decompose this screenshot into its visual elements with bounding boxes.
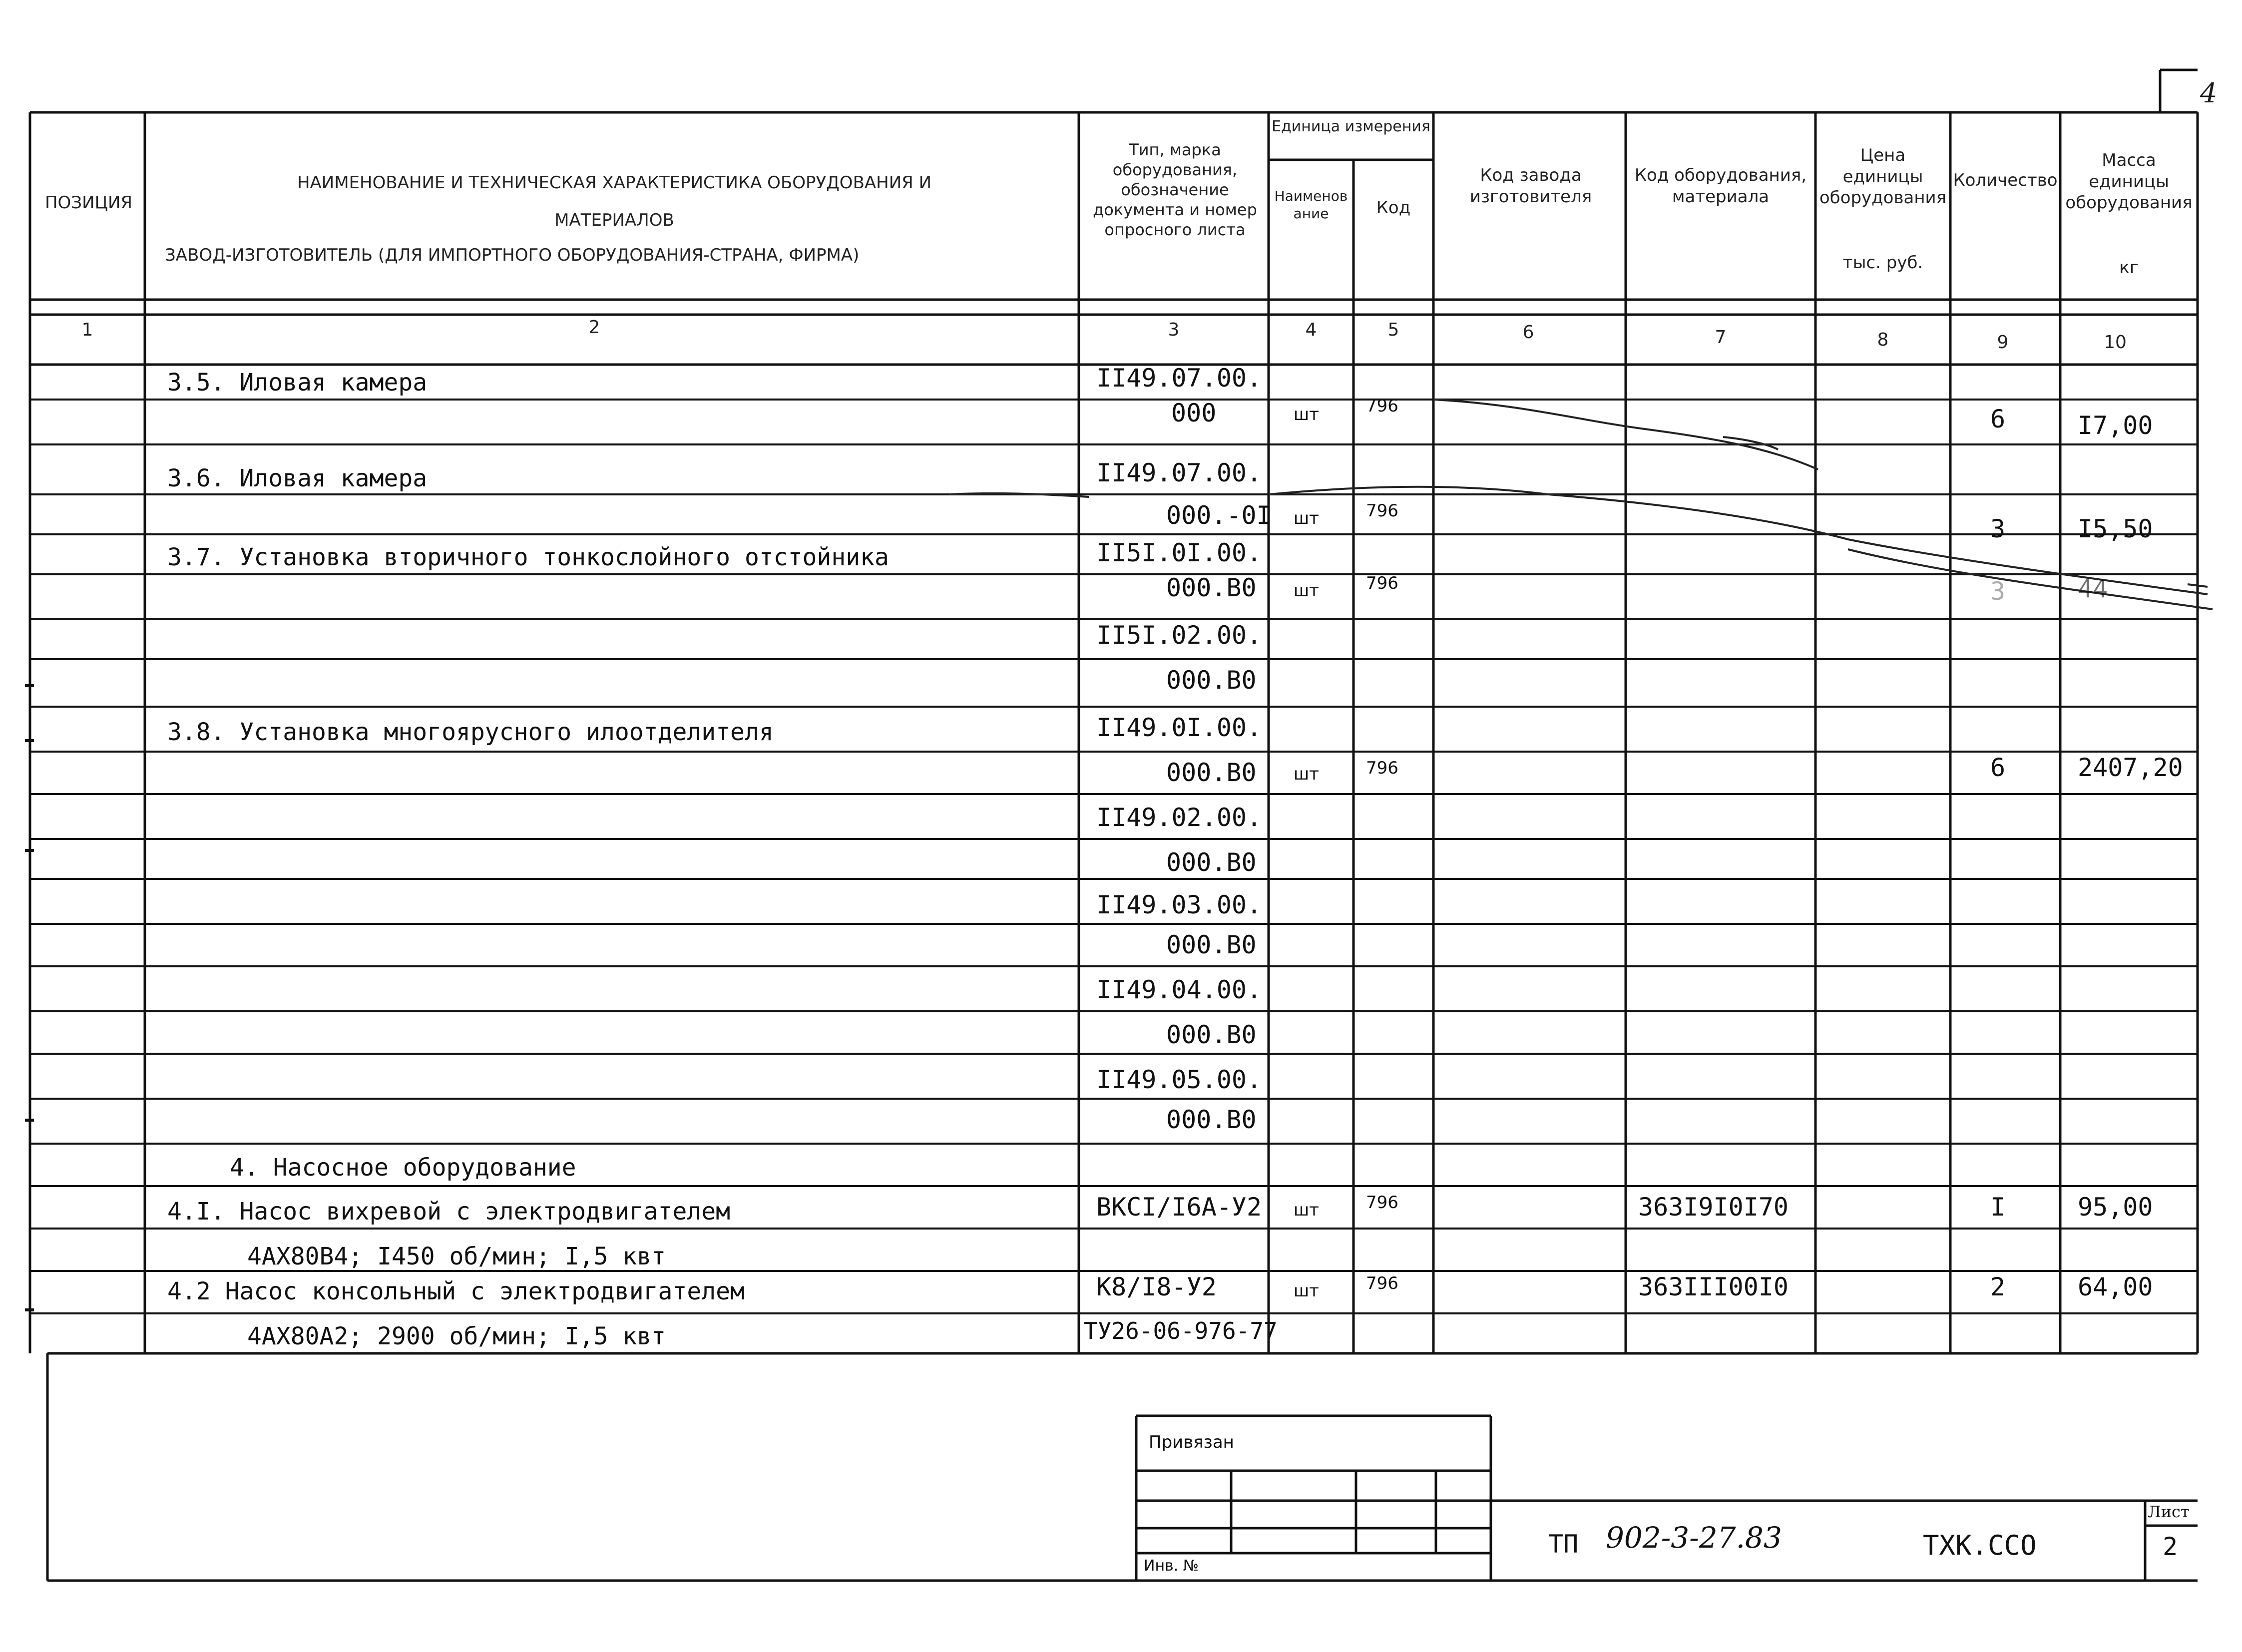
stamp-inv-label: Инв. №: [1144, 1557, 1199, 1575]
row-unit: шт: [1294, 1281, 1319, 1301]
row-mass: I5,50: [2078, 514, 2153, 543]
header-factory-code: Код завода изготовителя: [1469, 165, 1592, 207]
stamp-doc-prefix: ТП: [1548, 1530, 1579, 1559]
row-type: II49.04.00.: [1096, 975, 1262, 1004]
header-position: ПОЗИЦИЯ: [44, 193, 132, 213]
header-mass: Масса единицы оборудования: [2065, 150, 2193, 213]
row-unit: шт: [1294, 581, 1319, 601]
row-unit: шт: [1294, 1200, 1319, 1220]
row-type: 000.В0: [1166, 573, 1257, 602]
row-type: II49.05.00.: [1096, 1065, 1262, 1094]
row-mass: 95,00: [2078, 1193, 2153, 1222]
column-number-1: 1: [81, 320, 93, 340]
column-number-6: 6: [1522, 322, 1534, 343]
header-mass-unit: кг: [2119, 258, 2139, 278]
row-unit-code: 796: [1366, 396, 1398, 416]
page-corner-number: 4: [2200, 77, 2218, 109]
row-type: 000.В0: [1166, 848, 1257, 877]
row-quantity: 6: [1990, 753, 2006, 782]
row-mass: 44: [2078, 574, 2108, 603]
row-mass: 64,00: [2078, 1272, 2153, 1301]
row-unit: шт: [1294, 405, 1319, 424]
header-type: Тип, марка оборудования, обозначение документа и номер опросного листа: [1093, 140, 1257, 239]
row-type: II49.07.00.: [1096, 364, 1262, 393]
row-type: II5I.02.00.: [1096, 621, 1262, 650]
column-number-8: 8: [1877, 330, 1889, 350]
row-quantity: 2: [1990, 1272, 2006, 1301]
row-mass: 2407,20: [2078, 753, 2183, 782]
row-quantity: I: [1990, 1193, 2006, 1222]
row-type: II5I.0I.00.: [1096, 538, 1262, 567]
row-name: 3.8. Установка многоярусного илоотделителя: [167, 718, 774, 746]
row-type: 000.В0: [1166, 930, 1257, 959]
row-type: II49.03.00.: [1096, 890, 1262, 919]
row-quantity: 3: [1990, 577, 2006, 606]
row-type: 000.В0: [1166, 758, 1257, 787]
stamp-sheet-label: Лист: [2148, 1502, 2190, 1521]
row-quantity: 6: [1990, 405, 2006, 433]
header-equipment-code: Код оборудования, материала: [1634, 165, 1807, 207]
row-type: 000.В0: [1166, 1020, 1257, 1049]
row-unit: шт: [1294, 508, 1319, 528]
column-number-3: 3: [1168, 320, 1180, 340]
section-title: 4. Насосное оборудование: [230, 1154, 576, 1182]
row-quantity: 3: [1990, 514, 2006, 543]
row-spec: 4АХ80А2; 2900 об/мин; I,5 квт: [247, 1322, 666, 1350]
row-type: ВКСI/I6А-У2: [1096, 1193, 1262, 1222]
column-number-10: 10: [2104, 332, 2127, 353]
stamp-doc-number: 902-3-27.83: [1606, 1521, 1782, 1555]
row-unit-code: 796: [1366, 501, 1398, 521]
row-unit-code: 796: [1366, 573, 1398, 593]
stamp-doc-code: ТХК.ССО: [1923, 1530, 2037, 1561]
row-type: II49.07.00.: [1096, 458, 1262, 487]
header-unit-group: Единица измерения: [1272, 118, 1430, 135]
stamp-sheet-number: 2: [2163, 1532, 2178, 1561]
row-type: ТУ26-06-976-77: [1084, 1317, 1278, 1344]
row-name: 4.2 Насос консольный с электродвигателем: [167, 1277, 745, 1305]
row-type: 000.В0: [1166, 1105, 1257, 1134]
row-mass: I7,00: [2078, 411, 2153, 440]
header-price: Цена единицы оборудования: [1819, 145, 1947, 208]
header-name-line1: НАИМЕНОВАНИЕ И ТЕХНИЧЕСКАЯ ХАРАКТЕРИСТИКА ОБОРУДОВАНИЯ И: [297, 173, 932, 193]
row-spec: 4АХ80В4; I450 об/мин; I,5 квт: [247, 1242, 666, 1270]
row-type: II49.02.00.: [1096, 803, 1262, 832]
row-unit-code: 796: [1366, 1193, 1398, 1213]
column-number-2: 2: [588, 317, 600, 338]
header-quantity: Количество: [1953, 170, 2058, 190]
row-unit-code: 796: [1366, 1273, 1398, 1293]
row-unit-code: 796: [1366, 758, 1398, 778]
header-name-line3: ЗАВОД-ИЗГОТОВИТЕЛЬ (ДЛЯ ИМПОРТНОГО ОБОРУДОВАНИЯ-СТРАНА, ФИРМА): [165, 245, 860, 265]
header-price-unit: тыс. руб.: [1842, 253, 1923, 273]
row-equipment-code: 363III00I0: [1638, 1272, 1789, 1301]
row-type: 000.-0I: [1166, 501, 1272, 530]
row-name: 3.5. Иловая камера: [167, 369, 428, 397]
column-number-9: 9: [1997, 332, 2009, 353]
row-type: II49.0I.00.: [1096, 713, 1262, 742]
row-type: 000: [1171, 399, 1217, 427]
column-number-4: 4: [1305, 320, 1317, 340]
row-name: 3.7. Установка вторичного тонкослойного отстойника: [167, 543, 889, 571]
header-unit-code: Код: [1376, 198, 1411, 218]
column-number-5: 5: [1387, 320, 1399, 340]
header-unit-name: Наименование: [1274, 188, 1348, 222]
row-unit: шт: [1294, 764, 1319, 784]
stamp-attached-label: Привязан: [1149, 1432, 1234, 1452]
row-type: 000.В0: [1166, 666, 1257, 695]
row-name: 4.I. Насос вихревой с электродвигателем: [167, 1198, 731, 1226]
column-number-7: 7: [1715, 327, 1727, 348]
row-name: 3.6. Иловая камера: [167, 464, 428, 492]
row-type: К8/I8-У2: [1096, 1272, 1217, 1301]
header-name-line2: МАТЕРИАЛОВ: [554, 210, 674, 230]
row-equipment-code: 363I9I0I70: [1638, 1193, 1789, 1222]
